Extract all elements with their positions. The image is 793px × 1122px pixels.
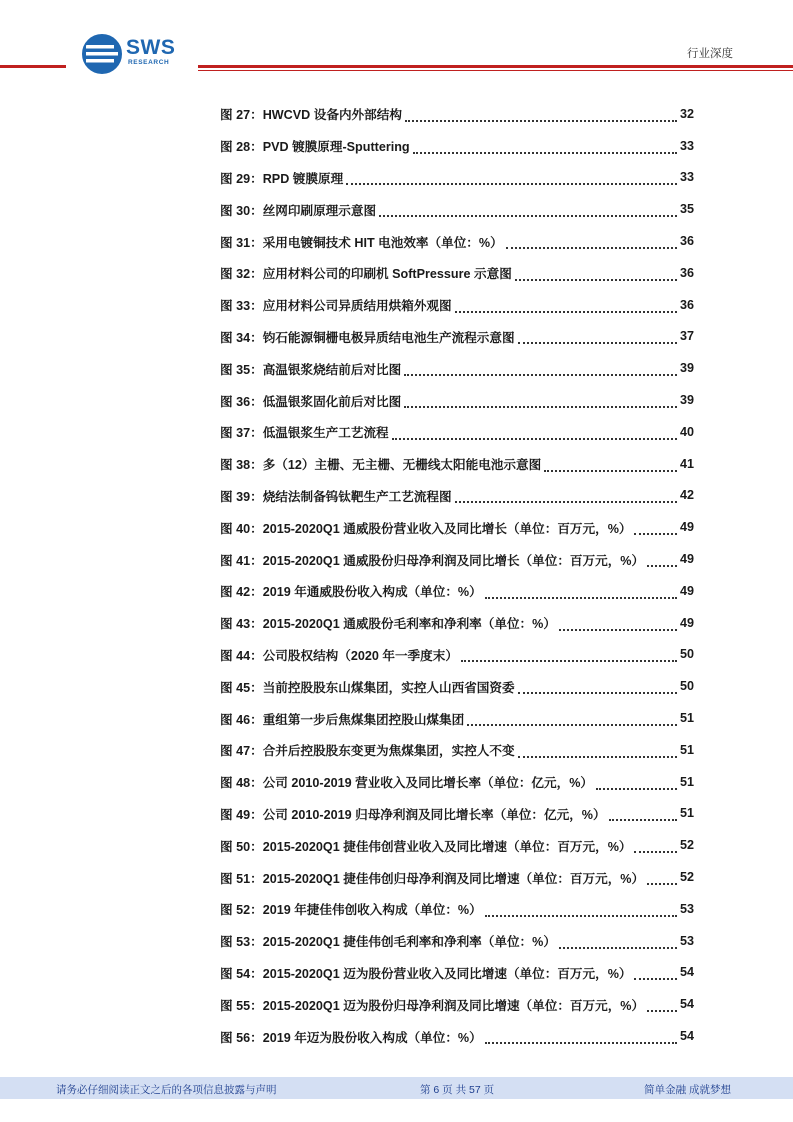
toc-entry-title: 图 42：2019 年通威股份收入构成（单位：%） [220,585,482,600]
toc-entry-title: 图 35：高温银浆烧结前后对比图 [220,362,402,377]
company-logo [82,34,192,74]
toc-leader-dots [379,203,677,217]
header-rule-thin [198,70,793,71]
toc-entry-title: 图 44：公司股权结构（2020 年一季度末） [220,648,458,663]
toc-leader-dots [461,648,677,662]
toc-entry[interactable] [220,511,694,543]
report-category: 行业深度 [687,48,733,60]
toc-entry-title: 图 32：应用材料公司的印刷机 SoftPressure 示意图 [220,267,512,282]
toc-entry-title: 图 43：2015-2020Q1 通威股份毛利率和净利率（单位：%） [220,617,556,632]
toc-entry-title: 图 29：RPD 镀膜原理 [220,171,344,186]
toc-leader-dots [544,458,677,472]
toc-entry[interactable] [220,702,694,734]
toc-leader-dots [634,521,677,535]
toc-entry-title: 图 49：公司 2010-2019 归母净利润及同比增长率（单位：亿元，%） [220,807,606,822]
toc-entry-page: 36 [679,265,694,280]
toc-entry-page: 50 [679,647,694,662]
toc-leader-dots [467,712,677,726]
toc-entry-title: 图 30：丝网印刷原理示意图 [220,203,377,218]
toc-leader-dots [647,553,677,567]
footer-page-number: 第 6 页 共 57 页 [420,1084,495,1096]
toc-leader-dots [404,362,677,376]
toc-entry[interactable] [220,416,694,448]
toc-entry-page: 54 [679,997,694,1012]
toc-leader-dots [634,966,677,980]
toc-entry-page: 40 [679,424,694,439]
toc-entry-page: 41 [679,456,694,471]
toc-entry[interactable] [220,639,694,671]
toc-entry-title: 图 33：应用材料公司异质结用烘箱外观图 [220,299,452,314]
footer-slogan: 简单金融 成就梦想 [644,1084,731,1096]
toc-leader-dots [518,744,677,758]
toc-entry[interactable] [220,352,694,384]
toc-leader-dots [634,839,677,853]
toc-entry-page: 49 [679,552,694,567]
toc-entry-page: 49 [679,520,694,535]
toc-entry[interactable] [220,607,694,639]
toc-entry[interactable] [220,162,694,194]
toc-entry-page: 33 [679,138,694,153]
toc-leader-dots [647,871,677,885]
toc-entry-page: 54 [679,1029,694,1043]
toc-entry[interactable] [220,957,694,989]
toc-entry-page: 42 [679,488,694,503]
toc-entry-title: 图 40：2015-2020Q1 通威股份营业收入及同比增长（单位：百万元，%） [220,521,632,536]
toc-entry[interactable] [220,225,694,257]
toc-entry[interactable] [220,130,694,162]
toc-leader-dots [647,998,677,1012]
toc-leader-dots [506,235,677,249]
toc-leader-dots [413,140,677,154]
toc-entry[interactable] [220,448,694,480]
toc-entry-page: 35 [679,202,694,217]
toc-entry-title: 图 48：公司 2010-2019 营业收入及同比增长率（单位：亿元，%） [220,776,593,791]
toc-entry-page: 39 [679,361,694,376]
toc-entry[interactable] [220,893,694,925]
toc-leader-dots [515,267,677,281]
toc-entry[interactable] [220,321,694,353]
toc-leader-dots [518,330,677,344]
toc-leader-dots [404,394,677,408]
toc-entry[interactable] [220,257,694,289]
toc-entry-page: 50 [679,679,694,694]
toc-entry[interactable] [220,798,694,830]
toc-entry-page: 51 [679,806,694,821]
toc-leader-dots [392,426,677,440]
toc-leader-dots [405,108,677,122]
toc-leader-dots [559,617,677,631]
toc-entry[interactable] [220,988,694,1020]
toc-entry-title: 图 36：低温银浆固化前后对比图 [220,394,402,409]
toc-entry-page: 51 [679,774,694,789]
toc-entry[interactable] [220,480,694,512]
toc-entry-page: 49 [679,615,694,630]
toc-entry-title: 图 45：当前控股股东山煤集团，实控人山西省国资委 [220,680,515,695]
toc-entry-title: 图 54：2015-2020Q1 迈为股份营业收入及同比增速（单位：百万元，%） [220,966,632,981]
toc-leader-dots [485,903,677,917]
toc-entry-title: 图 31：采用电镀铜技术 HIT 电池效率（单位：%） [220,235,503,250]
toc-entry-title: 图 50：2015-2020Q1 捷佳伟创营业收入及同比增速（单位：百万元，%） [220,839,632,854]
toc-entry-page: 51 [679,711,694,726]
toc-entry-page: 53 [679,901,694,916]
toc-entry-title: 图 52：2019 年捷佳伟创收入构成（单位：%） [220,903,482,918]
logo-text: SWS [126,36,176,59]
toc-entry-title: 图 41：2015-2020Q1 通威股份归母净利润及同比增长（单位：百万元，%） [220,553,645,568]
toc-entry[interactable] [220,670,694,702]
toc-leader-dots [485,585,677,599]
toc-entry[interactable] [220,193,694,225]
toc-entry-title: 图 38：多（12）主栅、无主栅、无栅线太阳能电池示意图 [220,458,542,473]
header-rule-left [0,65,66,68]
toc-leader-dots [485,1030,677,1044]
toc-entry-title: 图 56：2019 年迈为股份收入构成（单位：%） [220,1030,482,1045]
toc-entry-page: 36 [679,297,694,312]
toc-entry-title: 图 34：钧石能源铜栅电极异质结电池生产流程示意图 [220,330,515,345]
toc-entry[interactable] [220,543,694,575]
toc-entry[interactable] [220,1020,694,1052]
toc-leader-dots [455,299,677,313]
toc-entry[interactable] [220,829,694,861]
toc-leader-dots [455,489,677,503]
toc-entry-page: 37 [679,329,694,344]
sws-logo-icon [82,34,122,74]
header-rule-right [198,65,793,68]
toc-leader-dots [518,680,677,694]
toc-entry-page: 33 [679,170,694,185]
toc-entry-title: 图 55：2015-2020Q1 迈为股份归母净利润及同比增速（单位：百万元，%） [220,998,645,1013]
toc-entry-page: 52 [679,870,694,885]
toc-entry-page: 39 [679,393,694,408]
toc-entry[interactable] [220,925,694,957]
logo-subtext: RESEARCH [128,59,170,66]
figure-index-list [220,98,694,1052]
footer-disclaimer: 请务必仔细阅读正文之后的各项信息披露与声明 [56,1084,277,1096]
toc-leader-dots [559,935,677,949]
toc-entry[interactable] [220,861,694,893]
toc-entry-page: 32 [679,106,694,121]
toc-entry[interactable] [220,384,694,416]
toc-entry-title: 图 51：2015-2020Q1 捷佳伟创归母净利润及同比增速（单位：百万元，%） [220,871,645,886]
toc-entry-title: 图 37：低温银浆生产工艺流程 [220,426,389,441]
toc-entry-page: 49 [679,583,694,598]
toc-entry[interactable] [220,289,694,321]
toc-entry-page: 36 [679,234,694,249]
toc-entry-page: 51 [679,742,694,757]
toc-leader-dots [346,171,677,185]
toc-entry-page: 53 [679,933,694,948]
toc-entry-page: 54 [679,965,694,980]
toc-leader-dots [609,807,677,821]
toc-entry-title: 图 39：烧结法制备钨钛靶生产工艺流程图 [220,489,452,504]
toc-entry-title: 图 46：重组第一步后焦煤集团控股山煤集团 [220,712,465,727]
toc-entry[interactable] [220,98,694,130]
toc-entry-page: 52 [679,838,694,853]
toc-entry[interactable] [220,766,694,798]
toc-entry[interactable] [220,575,694,607]
toc-leader-dots [596,776,677,790]
toc-entry-title: 图 28：PVD 镀膜原理-Sputtering [220,140,410,155]
toc-entry-title: 图 27：HWCVD 设备内外部结构 [220,108,402,123]
toc-entry-title: 图 47：合并后控股股东变更为焦煤集团，实控人不变 [220,744,515,759]
toc-entry[interactable] [220,734,694,766]
toc-entry-title: 图 53：2015-2020Q1 捷佳伟创毛利率和净利率（单位：%） [220,935,556,950]
